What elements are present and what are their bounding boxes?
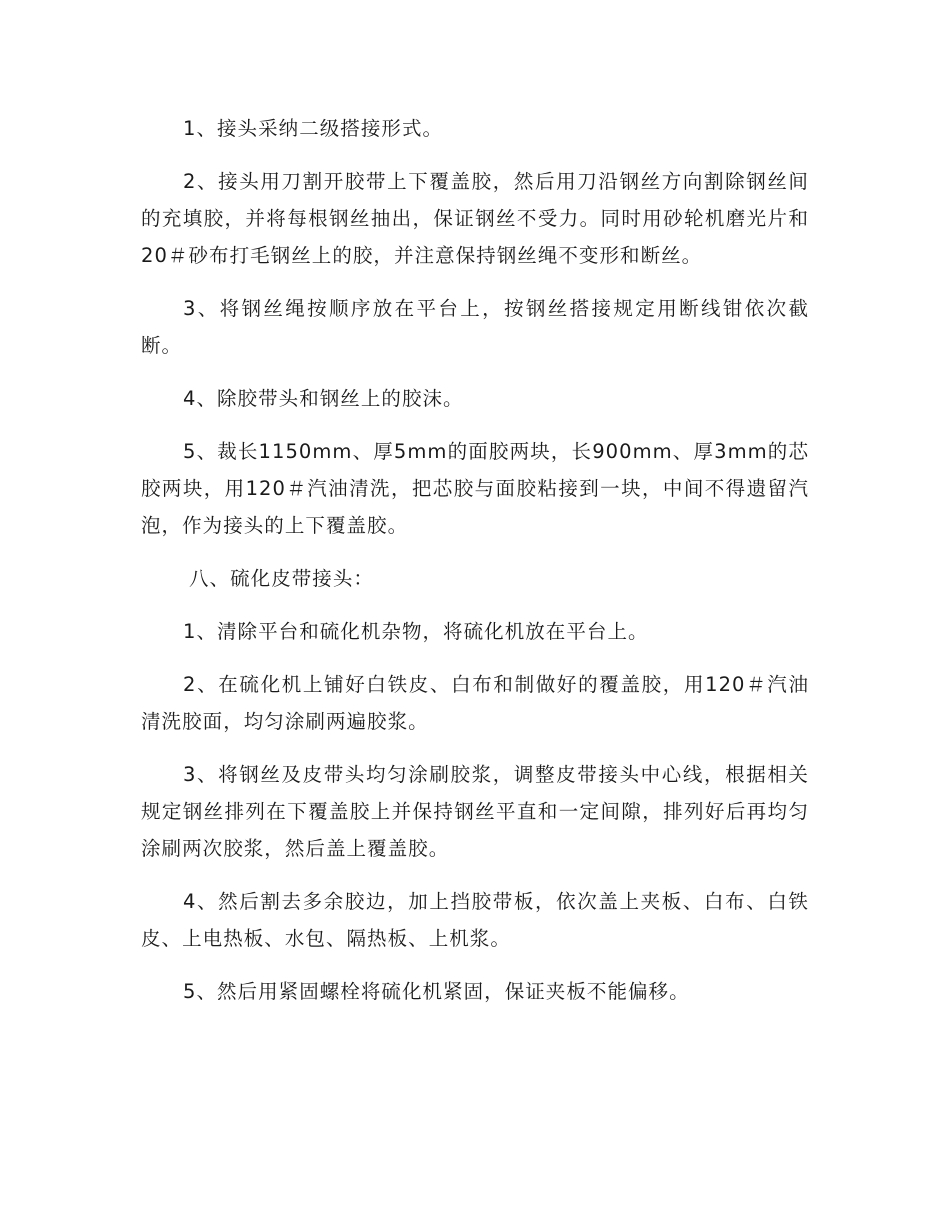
paragraph-9: 4、然后割去多余胶边，加上挡胶带板，依次盖上夹板、白布、白铁皮、上电热板、水包、隔热板、上机浆。 [141,890,809,950]
section-heading-8: 八、硫化皮带接头： [189,567,374,590]
paragraph-10: 5、然后用紧固螺栓将硫化机紧固，保证夹板不能偏移。 [183,980,690,1003]
paragraph-2: 2、接头用刀割开胶带上下覆盖胶，然后用刀沿钢丝方向割除钢丝间的充填胶，并将每根钢丝抽出，保证钢丝不受力。同时用砂轮机磨光片和20＃砂布打毛钢丝上的胶，并注意保持钢丝绳不变形和断丝。 [141,170,809,267]
paragraph-4: 4、除胶带头和钢丝上的胶沫。 [183,387,464,410]
paragraph-6: 1、清除平台和硫化机杂物，将硫化机放在平台上。 [183,620,649,643]
paragraph-5: 5、裁长1150mm、厚5mm的面胶两块，长900mm、厚3mm的芯胶两块，用120＃汽油清洗，把芯胶与面胶粘接到一块，中间不得遗留汽泡，作为接头的上下覆盖胶。 [141,440,809,537]
paragraph-1: 1、接头采纳二级搭接形式。 [183,117,444,140]
paragraph-8: 3、将钢丝及皮带头均匀涂刷胶浆，调整皮带接头中心线，根据相关规定钢丝排列在下覆盖胶上并保持钢丝平直和一定间隙，排列好后再均匀涂刷两次胶浆，然后盖上覆盖胶。 [141,763,809,860]
document-body [141,110,809,1026]
paragraph-3: 3、将钢丝绳按顺序放在平台上，按钢丝搭接规定用断线钳依次截断。 [141,297,809,357]
paragraph-7: 2、在硫化机上铺好白铁皮、白布和制做好的覆盖胶，用120＃汽油清洗胶面，均匀涂刷两遍胶浆。 [141,673,809,733]
